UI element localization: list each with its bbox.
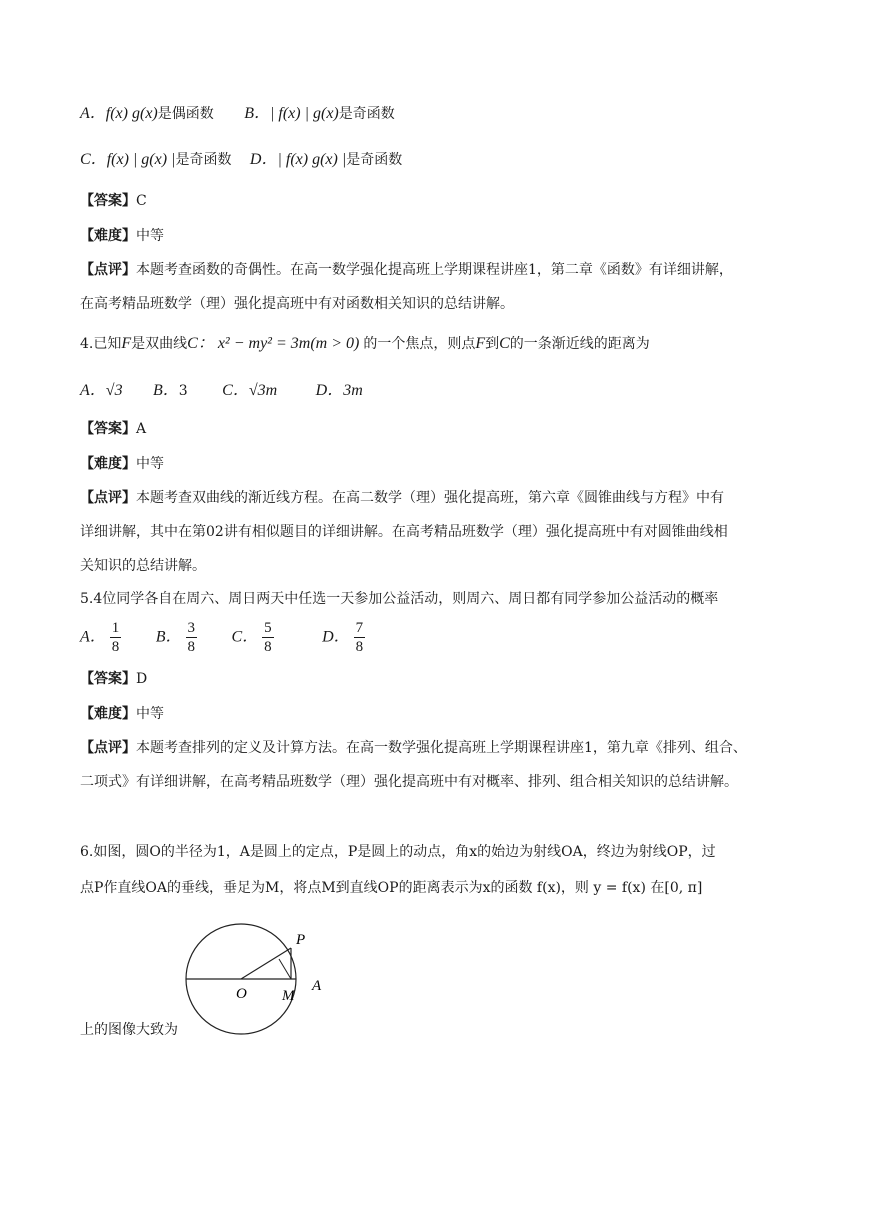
q6-label-o: O — [236, 986, 247, 1002]
q3-option-b-label: B． — [244, 105, 270, 122]
q4-options — [80, 381, 363, 401]
q4-option-a-label: A． — [80, 382, 106, 399]
q4-option-d-value: 3m — [343, 382, 363, 399]
q3-option-b — [244, 104, 395, 124]
q4-stem-part-c: 的一个焦点，则点 — [363, 336, 476, 352]
q4-difficulty — [80, 454, 164, 474]
q5-option-a — [80, 619, 121, 656]
q3-comment-line-1 — [80, 260, 733, 280]
q4-stem-equation: x² − my² = 3m(m > 0) — [217, 335, 360, 352]
q3-difficulty-label: 【难度】 — [80, 228, 136, 244]
q4-option-c-label: C． — [222, 382, 249, 399]
q6-stem-line-2: 点P作直线OA的垂线，垂足为M，将点M到直线OP的距离表示为x的函数 f(x)，则 y = f(x) 在[0, π] — [80, 880, 703, 896]
q3-comment-line-2: 在高考精品班数学（理）强化提高班中有对函数相关知识的总结讲解。 — [80, 296, 514, 312]
q3-option-a-label: A． — [80, 105, 106, 122]
q4-option-c — [222, 381, 277, 401]
q6-stem-line-3: 上的图像大致为 — [80, 1022, 178, 1038]
q5-comment-line-1 — [80, 738, 747, 758]
q5-difficulty-label: 【难度】 — [80, 706, 136, 722]
q3-option-c-math: f(x) | g(x) | — [106, 151, 176, 168]
q5-option-a-fraction — [110, 619, 122, 656]
q6-ray-op — [241, 948, 291, 979]
q3-option-b-text: 是奇函数 — [338, 106, 395, 122]
q3-options-row-1 — [80, 104, 395, 124]
q5-option-d — [322, 619, 365, 656]
q5-option-b-fraction — [186, 619, 198, 656]
q4-stem-part-a: 4.已知 — [80, 336, 122, 352]
q5-comment-line-2: 二项式》有详细讲解，在高考精品班数学（理）强化提高班中有对概率、排列、组合相关知识的总结讲解。 — [80, 774, 738, 790]
q3-comment-text-1: 本题考查函数的奇偶性。在高一数学强化提高班上学期课程讲座1，第二章《函数》有详细讲解， — [136, 262, 733, 278]
q5-option-d-fraction — [354, 619, 366, 656]
q4-stem-F: F — [121, 335, 132, 352]
q5-comment-label: 【点评】 — [80, 740, 136, 756]
q5-option-c-label: C． — [231, 628, 259, 646]
q4-stem-part-b: 是双曲线 — [131, 336, 188, 352]
q4-option-b — [153, 381, 188, 401]
q4-answer-value: A — [136, 421, 147, 437]
q3-answer — [80, 191, 147, 211]
q4-comment-line-3: 关知识的总结讲解。 — [80, 558, 206, 574]
q5-option-c-numerator: 5 — [264, 620, 272, 636]
q3-option-a-text: 是偶函数 — [157, 106, 214, 122]
q3-comment-label: 【点评】 — [80, 262, 136, 278]
q5-comment-text-1: 本题考查排列的定义及计算方法。在高一数学强化提高班上学期课程讲座1，第九章《排列、组合、 — [136, 740, 747, 756]
q5-difficulty-value: 中等 — [136, 706, 164, 722]
q5-answer — [80, 669, 147, 689]
q4-option-d — [316, 381, 363, 401]
q3-answer-value: C — [136, 193, 147, 209]
q5-stem: 5.4位同学各自在周六、周日两天中任选一天参加公益活动，则周六、周日都有同学参加公益活动的概率 — [80, 591, 719, 607]
q3-difficulty-value: 中等 — [136, 228, 164, 244]
q6-distance-segment — [279, 959, 291, 979]
q4-answer-label: 【答案】 — [80, 421, 136, 437]
q4-stem-F2: F — [475, 335, 486, 352]
q5-answer-label: 【答案】 — [80, 671, 136, 687]
q6-figure — [180, 918, 340, 1043]
q6-circle-diagram — [180, 918, 340, 1043]
q5-options — [80, 619, 365, 656]
q6-stem-line-1: 6.如图，圆O的半径为1，A是圆上的定点，P是圆上的动点，角x的始边为射线OA，终边为射线OP，过 — [80, 844, 716, 860]
q5-option-d-numerator: 7 — [355, 620, 364, 636]
q3-option-c-text: 是奇函数 — [175, 152, 232, 168]
q5-option-b-numerator: 3 — [187, 620, 196, 636]
q4-comment-line-1 — [80, 488, 724, 508]
q4-comment-label: 【点评】 — [80, 490, 136, 506]
q4-answer — [80, 419, 146, 439]
q4-comment-line-2: 详细讲解，其中在第02讲有相似题目的详细讲解。在高考精品班数学（理）强化提高班中有对圆锥曲线相 — [80, 524, 728, 540]
q5-difficulty — [80, 704, 164, 724]
q4-stem — [80, 334, 650, 354]
q4-stem-C: C： — [187, 335, 214, 352]
q4-option-c-value: √3m — [248, 382, 278, 399]
q3-option-d — [250, 150, 402, 170]
q3-option-d-math: | f(x) g(x) | — [277, 151, 347, 168]
q5-option-d-label: D． — [322, 628, 350, 646]
q5-option-c-denominator: 8 — [264, 639, 272, 655]
q5-answer-value: D — [136, 671, 148, 687]
q3-option-a-math: f(x) g(x) — [105, 105, 158, 122]
q5-option-b-label: B． — [155, 628, 182, 646]
q4-option-b-label: B． — [153, 382, 179, 399]
q5-option-d-denominator: 8 — [355, 639, 364, 655]
q4-comment-text-1: 本题考查双曲线的渐近线方程。在高二数学（理）强化提高班，第六章《圆锥曲线与方程》中有 — [136, 490, 724, 506]
q3-option-c — [80, 150, 231, 170]
q4-difficulty-label: 【难度】 — [80, 456, 136, 472]
q5-option-c — [231, 619, 273, 656]
q4-stem-part-d: 到 — [485, 336, 500, 352]
q3-options-row-2 — [80, 150, 402, 170]
q4-stem-C2: C — [499, 335, 510, 352]
q6-label-a: A — [312, 978, 322, 994]
q3-option-a — [80, 104, 214, 124]
q4-difficulty-value: 中等 — [136, 456, 164, 472]
q3-difficulty — [80, 226, 164, 246]
q5-option-a-numerator: 1 — [111, 620, 120, 636]
q3-option-b-math: | f(x) | g(x) — [269, 105, 339, 122]
q3-option-d-text: 是奇函数 — [346, 152, 403, 168]
q5-option-a-label: A． — [80, 628, 106, 646]
q4-option-b-value: 3 — [178, 383, 188, 399]
q5-option-c-fraction — [262, 619, 274, 656]
q6-label-m: M — [282, 988, 295, 1004]
q3-option-d-label: D． — [249, 151, 278, 168]
q5-option-b — [156, 619, 197, 656]
q5-option-a-denominator: 8 — [111, 639, 120, 655]
q4-option-a-value: √3 — [105, 382, 123, 399]
q4-option-d-label: D． — [315, 382, 344, 399]
q5-option-b-denominator: 8 — [187, 639, 196, 655]
q6-label-p: P — [296, 932, 306, 948]
q4-option-a — [80, 381, 123, 401]
q3-option-c-label: C． — [80, 151, 107, 168]
q3-answer-label: 【答案】 — [80, 193, 136, 209]
q4-stem-part-e: 的一条渐近线的距离为 — [509, 336, 650, 352]
